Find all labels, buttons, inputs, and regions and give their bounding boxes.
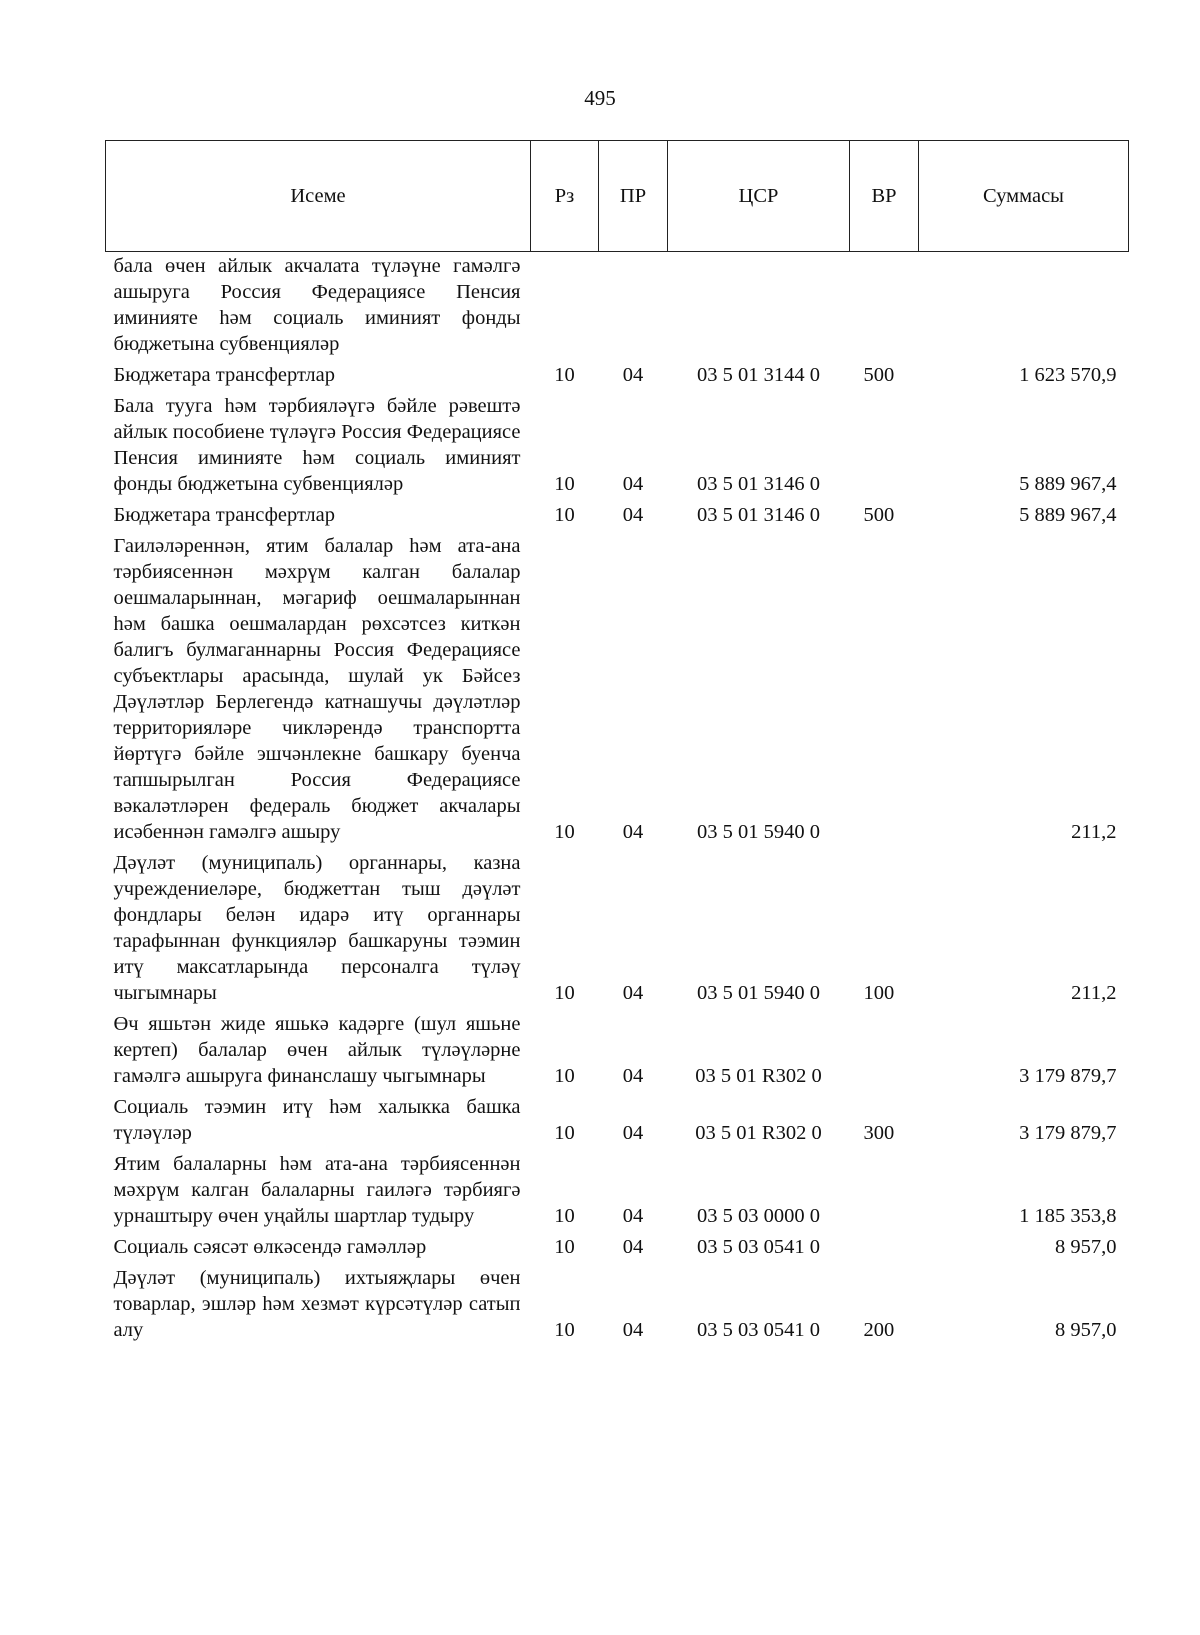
cell-pr: 04 [622,364,644,386]
cell-name: Бала тууга һәм тәрбияләүгә бәйле рәвештә айлык пособиене түләүгә Россия Федерациясе Пенсия иминияте һәм социаль иминият фонды бюджетына субвенцияләр [113,395,521,495]
cell-rz: 10 [554,1319,575,1341]
cell-csr: 03 5 01 5940 0 [697,821,820,843]
cell-sum: 1 185 353,8 [1019,1205,1117,1227]
cell-vr [850,1233,919,1264]
cell-pr: 04 [622,982,644,1004]
cell-pr: 04 [622,1236,644,1258]
cell-vr [850,532,919,849]
table-header [106,141,1129,252]
table-body [106,252,1129,1348]
cell-rz: 10 [554,473,575,495]
cell-sum: 3 179 879,7 [1019,1122,1117,1144]
cell-vr: 200 [863,1319,895,1341]
table-row [106,1233,1129,1264]
table-row [106,252,1129,362]
header-name: Исеме [106,141,531,252]
cell-name: Бюджетара трансфертлар [113,364,336,386]
header-sum: Суммасы [919,141,1129,252]
cell-csr: 03 5 03 0541 0 [697,1319,820,1341]
cell-sum: 211,2 [1071,982,1117,1004]
header-csr: ЦСР [668,141,850,252]
cell-rz: 10 [554,1205,575,1227]
budget-table [105,140,1129,1347]
cell-sum: 3 179 879,7 [1019,1065,1117,1087]
cell-name: Өч яшьтән жиде яшькә кадәрге (шул яшьне кертеп) балалар өчен айлык түләүләрне гамәлгә ашыруга финанслашу чыгымнары [113,1013,521,1087]
cell-pr: 04 [622,1122,644,1144]
table-row [106,1093,1129,1150]
cell-name: Социаль сәясәт өлкәсендә гамәлләр [113,1236,427,1258]
cell-vr [850,1010,919,1093]
cell-csr [668,252,850,362]
cell-csr: 03 5 01 R302 0 [695,1065,822,1087]
cell-name: бала өчен айлык акчалата түләүне гамәлгә ашыруга Россия Федерациясе Пенсия иминияте һәм социаль иминият фонды бюджетына субвенцияләр [113,255,521,355]
table-row [106,501,1129,532]
cell-vr: 100 [863,982,895,1004]
cell-csr: 03 5 01 3144 0 [697,364,820,386]
header-rz: Рз [531,141,599,252]
header-pr: ПР [599,141,668,252]
cell-vr [850,392,919,501]
cell-vr [850,1150,919,1233]
table-row [106,392,1129,501]
cell-sum: 8 957,0 [1055,1236,1117,1258]
cell-pr: 04 [622,473,644,495]
cell-sum: 8 957,0 [1055,1319,1117,1341]
table-row [106,361,1129,392]
cell-pr: 04 [622,1205,644,1227]
cell-sum: 211,2 [1071,821,1117,843]
cell-sum: 5 889 967,4 [1019,473,1117,495]
cell-csr: 03 5 03 0000 0 [697,1205,820,1227]
cell-pr [599,252,668,362]
cell-csr: 03 5 01 3146 0 [697,473,820,495]
cell-csr: 03 5 01 3146 0 [697,504,820,526]
cell-name: Бюджетара трансфертлар [113,504,336,526]
table-row [106,532,1129,849]
cell-rz: 10 [554,504,575,526]
cell-sum [919,252,1129,362]
cell-pr: 04 [622,1065,644,1087]
cell-rz: 10 [554,982,575,1004]
cell-rz: 10 [554,821,575,843]
page-number: 495 [584,86,616,110]
table-row [106,1010,1129,1093]
cell-pr: 04 [622,821,644,843]
cell-pr: 04 [622,1319,644,1341]
table-row [106,849,1129,1010]
cell-rz [531,252,599,362]
cell-csr: 03 5 01 R302 0 [695,1122,822,1144]
table-row [106,1150,1129,1233]
cell-rz: 10 [554,1065,575,1087]
cell-name: Гаиләләреннән, ятим балалар һәм ата-ана тәрбиясеннән мәхрүм калган балалар оешмаларыннан, мәгариф оешмаларыннан һәм башка оешмалардан рөхсәтсез киткән балигъ булмаганнарны Россия Федерациясе субъектлары арасында, шулай ук Бәйсез Дәүләтләр Берлегендә катнашучы дәүләтләр территорияләре чикләрендә транспортта йөртүгә бәйле эшчәнлекне башкару буенча тапшырылган Россия Федерациясе вәкаләтләрен федераль бюджет акчалары исәбеннән гамәлгә ашыру [113,535,521,843]
table-row [106,1264,1129,1347]
cell-name: Социаль тәэмин итү һәм халыкка башка түләүләр [113,1096,521,1144]
cell-name: Ятим балаларны һәм ата-ана тәрбиясеннән мәхрүм калган балаларны гаиләгә тәрбиягә урнаштыру өчен уңайлы шартлар тудыру [113,1153,521,1227]
cell-rz: 10 [554,1236,575,1258]
cell-rz: 10 [554,364,575,386]
cell-sum: 5 889 967,4 [1019,504,1117,526]
cell-rz: 10 [554,1122,575,1144]
cell-vr: 300 [863,1122,895,1144]
cell-name: Дәүләт (муниципаль) органнары, казна учреждениеләре, бюджеттан тыш дәүләт фондлары белән идарә итү органнары тарафыннан функцияләр башкаруны тәэмин итү максатларында персоналга түләү чыгымнары [113,852,521,1004]
cell-vr [850,252,919,362]
cell-pr: 04 [622,504,644,526]
cell-csr: 03 5 01 5940 0 [697,982,820,1004]
header-vr: ВР [850,141,919,252]
cell-sum: 1 623 570,9 [1019,364,1117,386]
cell-vr: 500 [863,364,895,386]
cell-csr: 03 5 03 0541 0 [697,1236,820,1258]
cell-name: Дәүләт (муниципаль) ихтыяҗлары өчен товарлар, эшләр һәм хезмәт күрсәтүләр сатып алу [113,1267,521,1341]
cell-vr: 500 [863,504,895,526]
